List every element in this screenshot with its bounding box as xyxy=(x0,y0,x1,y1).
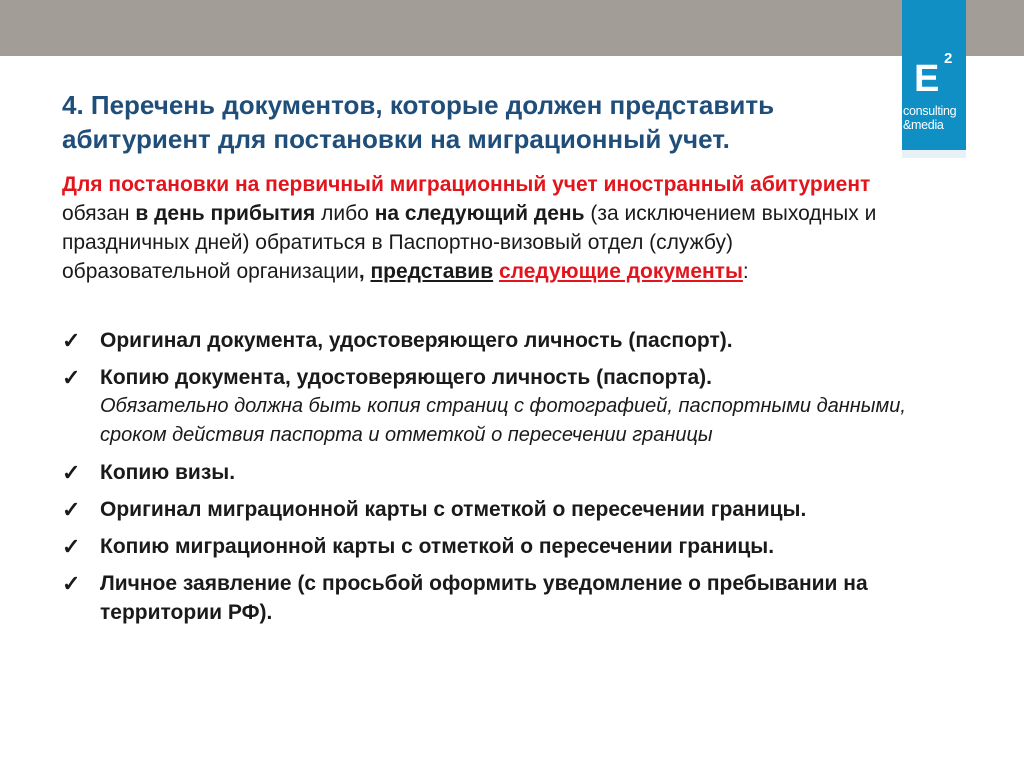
logo-bar xyxy=(902,150,966,158)
logo-text xyxy=(903,104,965,132)
checkmark-icon: ✓ xyxy=(62,365,81,390)
list-item-note: Обязательно должна быть копия страниц с фотографией, паспортными данными, сроком действия паспорта и отметкой о пересечении границы xyxy=(100,395,906,446)
intro-colon: : xyxy=(742,260,749,283)
checkmark-icon: ✓ xyxy=(62,571,81,596)
checkmark-icon: ✓ xyxy=(62,497,81,522)
list-item-text: Копию визы. xyxy=(100,461,236,484)
top-banner xyxy=(0,0,1024,56)
logo-letter: E xyxy=(914,58,940,100)
list-item-text: Копию документа, удостоверяющего личность (паспорта). xyxy=(100,366,713,389)
intro-bold-2: на следующий день xyxy=(374,202,585,225)
company-logo xyxy=(902,0,966,158)
intro-text-1: обязан xyxy=(62,202,136,225)
logo-superscript: 2 xyxy=(944,50,953,67)
intro-bold-3: , xyxy=(358,260,371,283)
list-item-text: Личное заявление (с просьбой оформить уведомление о пребывании на территории РФ). xyxy=(100,572,868,624)
intro-red-lead: Для постановки на первичный миграционный учет иностранный абитуриент xyxy=(62,173,871,196)
intro-text-3: (за исключением выходных и праздничных дней) обратиться в Паспортно-визовый отдел (службу) образовательной организации xyxy=(62,202,877,283)
list-item xyxy=(62,458,962,487)
checkmark-icon: ✓ xyxy=(62,328,81,353)
intro-text-2: либо xyxy=(315,202,375,225)
documents-list xyxy=(62,326,962,635)
list-item xyxy=(62,363,962,450)
list-item xyxy=(62,569,962,627)
checkmark-icon: ✓ xyxy=(62,534,81,559)
list-item xyxy=(62,495,962,524)
list-item-text: Оригинал документа, удостоверяющего личность (паспорт). xyxy=(100,329,733,352)
list-item-text: Оригинал миграционной карты с отметкой о пересечении границы. xyxy=(100,498,807,521)
list-item xyxy=(62,532,962,561)
intro-bold-1: в день прибытия xyxy=(135,202,316,225)
intro-underlined: представив xyxy=(370,260,494,283)
intro-paragraph xyxy=(62,170,902,286)
logo-line-2: &media xyxy=(903,118,944,132)
checkmark-icon: ✓ xyxy=(62,460,81,485)
slide-title: 4. Перечень документов, которые должен представить абитуриент для постановки на миграционный учет. xyxy=(62,90,775,154)
list-item-text: Копию миграционной карты с отметкой о пересечении границы. xyxy=(100,535,775,558)
list-item xyxy=(62,326,962,355)
logo-line-1: consulting xyxy=(903,104,957,118)
intro-red-underlined: следующие документы xyxy=(498,260,743,283)
